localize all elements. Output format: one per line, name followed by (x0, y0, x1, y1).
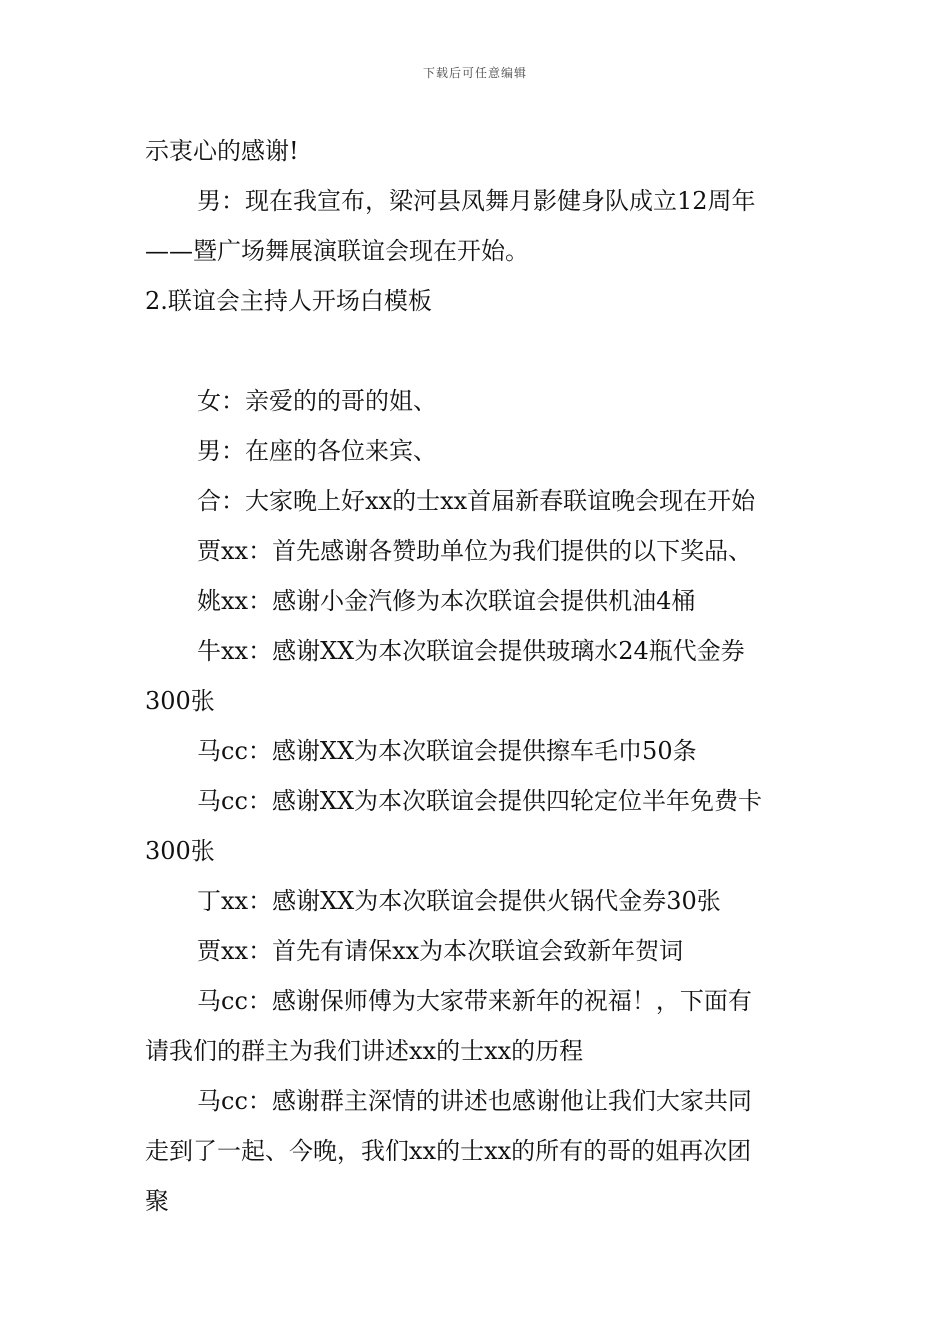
section-heading: 2.联谊会主持人开场白模板 (145, 287, 432, 315)
text-line: 牛xx：感谢XX为本次联谊会提供玻璃水24瓶代金券 (197, 637, 745, 665)
text-line: 合：大家晚上好xx的士xx首届新春联谊晚会现在开始 (197, 487, 756, 515)
text-line: ——暨广场舞展演联谊会现在开始。 (145, 237, 529, 265)
text-line: 女：亲爱的的哥的姐、 (197, 387, 437, 415)
text-line: 聚 (145, 1187, 169, 1215)
text-line: 300张 (145, 837, 215, 865)
text-line: 马cc：感谢XX为本次联谊会提供擦车毛巾50条 (197, 737, 697, 765)
text-line: 走到了一起、今晚，我们xx的士xx的所有的哥的姐再次团 (145, 1137, 752, 1165)
text-line: 贾xx：首先有请保xx为本次联谊会致新年贺词 (197, 937, 684, 965)
text-line: 马cc：感谢保师傅为大家带来新年的祝福！，下面有 (197, 987, 752, 1015)
text-line: 请我们的群主为我们讲述xx的士xx的历程 (145, 1037, 584, 1065)
text-line: 丁xx：感谢XX为本次联谊会提供火锅代金券30张 (197, 887, 721, 915)
blank-line (145, 326, 810, 376)
text-line: 马cc：感谢群主深情的讲述也感谢他让我们大家共同 (197, 1087, 752, 1115)
text-line: 男：现在我宣布，梁河县凤舞月影健身队成立12周年 (197, 187, 756, 215)
text-line: 马cc：感谢XX为本次联谊会提供四轮定位半年免费卡 (197, 787, 763, 815)
text-line: 姚xx：感谢小金汽修为本次联谊会提供机油4桶 (197, 587, 696, 615)
text-line: 示衷心的感谢! (145, 137, 299, 165)
document-body (145, 126, 810, 1226)
text-line: 贾xx：首先感谢各赞助单位为我们提供的以下奖品、 (197, 537, 753, 565)
page-header: 下载后可任意编辑 (422, 66, 527, 80)
text-line: 300张 (145, 687, 215, 715)
text-line: 男：在座的各位来宾、 (197, 437, 437, 465)
